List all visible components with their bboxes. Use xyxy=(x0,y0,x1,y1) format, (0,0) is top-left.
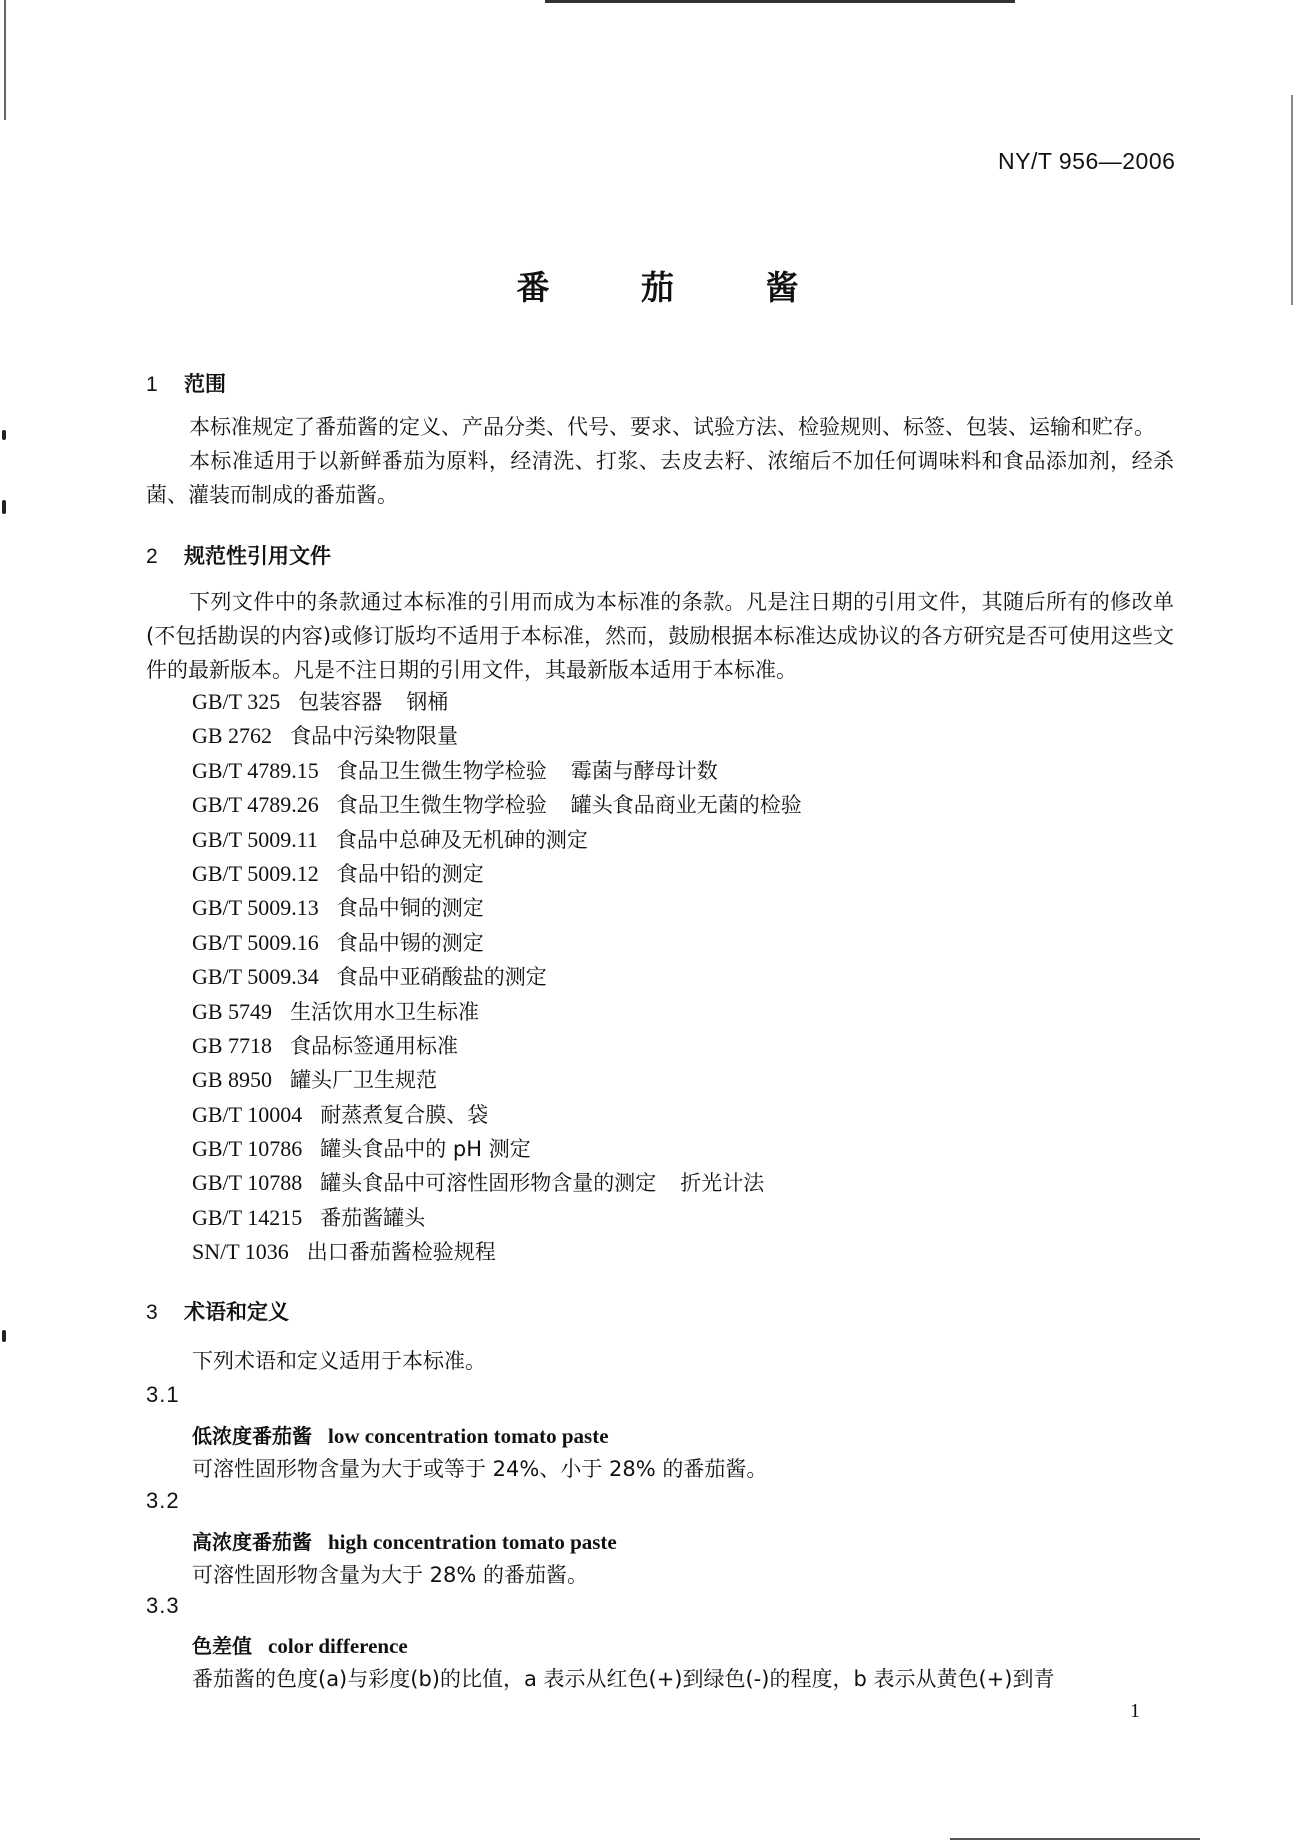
term-en: low concentration tomato paste xyxy=(328,1424,609,1448)
reference-title: 包装容器 xyxy=(298,690,383,714)
scope-paragraph-1: 本标准规定了番茄酱的定义、产品分类、代号、要求、试验方法、检验规则、标签、包装、运输和贮存。 xyxy=(189,415,1155,439)
reference-code: GB/T 5009.13 xyxy=(192,895,319,921)
section-3-heading xyxy=(146,1296,289,1326)
list-item xyxy=(192,1133,802,1167)
list-item xyxy=(192,686,802,720)
reference-code: GB/T 14215 xyxy=(192,1204,303,1230)
list-item xyxy=(192,1064,802,1098)
reference-title: 食品中总砷及无机砷的测定 xyxy=(335,827,588,852)
page-title: 番 茄 酱 xyxy=(516,268,839,307)
reference-code: GB/T 5009.16 xyxy=(192,929,319,955)
terms-intro: 下列术语和定义适用于本标准。 xyxy=(192,1349,486,1373)
reference-code: SN/T 1036 xyxy=(192,1239,289,1265)
section-1-heading xyxy=(146,368,226,398)
reference-title: 食品中铜的测定 xyxy=(336,896,484,921)
reference-code: GB/T 10788 xyxy=(192,1170,303,1196)
reference-code: GB/T 5009.11 xyxy=(192,826,318,852)
list-item xyxy=(192,720,802,754)
reference-code: GB 7718 xyxy=(192,1032,273,1058)
list-item xyxy=(192,858,802,892)
scan-speck xyxy=(2,1330,6,1342)
reference-code: GB/T 10786 xyxy=(192,1136,303,1162)
standard-code: NY/T 956—2006 xyxy=(998,148,1176,174)
list-item xyxy=(192,824,802,858)
list-item xyxy=(192,996,802,1030)
reference-code: GB 8950 xyxy=(192,1067,273,1093)
term-en: color difference xyxy=(268,1634,408,1658)
clause-number: 3.1 xyxy=(146,1382,180,1407)
list-item xyxy=(192,1099,802,1133)
reference-title: 食品卫生微生物学检验 xyxy=(336,793,547,818)
reference-title: 食品中铅的测定 xyxy=(336,861,484,886)
term-zh: 色差值 xyxy=(192,1634,252,1658)
list-item xyxy=(192,961,802,995)
reference-code: GB/T 10004 xyxy=(192,1101,303,1127)
reference-subtitle: 罐头食品商业无菌的检验 xyxy=(570,793,802,818)
scan-speck xyxy=(2,500,6,514)
section-number: 2 xyxy=(146,545,158,568)
reference-title: 罐头食品中可溶性固形物含量的测定 xyxy=(320,1171,657,1196)
reference-title: 食品卫生微生物学检验 xyxy=(336,758,547,783)
section-number: 3 xyxy=(146,1301,158,1324)
reference-title: 罐头食品中的 pH 测定 xyxy=(320,1137,531,1162)
reference-subtitle: 霉菌与酵母计数 xyxy=(570,758,718,783)
list-item xyxy=(192,1167,802,1201)
section-title: 术语和定义 xyxy=(184,1300,289,1324)
reference-title: 番茄酱罐头 xyxy=(320,1205,426,1230)
reference-code: GB 2762 xyxy=(192,723,273,749)
term-definition: 番茄酱的色度(a)与彩度(b)的比值，a 表示从红色(+)到绿色(-)的程度，b 表示从黄色(+)到青 xyxy=(192,1667,1055,1691)
list-item xyxy=(192,927,802,961)
term-definition: 可溶性固形物含量为大于或等于 24%、小于 28% 的番茄酱。 xyxy=(192,1457,768,1481)
section-title: 范围 xyxy=(184,372,226,396)
scan-speck xyxy=(2,430,6,440)
list-item xyxy=(192,1030,802,1064)
term-en: high concentration tomato paste xyxy=(328,1530,617,1554)
scan-left-edge xyxy=(4,0,6,120)
reference-code: GB 5749 xyxy=(192,998,273,1024)
scan-top-strip xyxy=(545,0,1015,3)
term-zh: 高浓度番茄酱 xyxy=(192,1530,312,1554)
reference-title: 生活饮用水卫生标准 xyxy=(290,999,480,1024)
section-title: 规范性引用文件 xyxy=(184,544,331,568)
reference-title: 食品中亚硝酸盐的测定 xyxy=(336,965,547,990)
section-2-heading xyxy=(146,540,331,570)
reference-title: 罐头厂卫生规范 xyxy=(290,1068,438,1093)
list-item xyxy=(192,1202,802,1236)
reference-code: GB/T 4789.26 xyxy=(192,792,319,818)
reference-code: GB/T 4789.15 xyxy=(192,757,319,783)
references-intro: 下列文件中的条款通过本标准的引用而成为本标准的条款。凡是注日期的引用文件，其随后所有的修改单(不包括勘误的内容)或修订版均不适用于本标准，然而，鼓励根据本标准达成协议的各方研究是否可使用这些文件的最新版本。凡是不注日期的引用文件，其最新版本适用于本标准。 xyxy=(146,590,1174,682)
term-heading xyxy=(192,1630,408,1659)
reference-title: 出口番茄酱检验规程 xyxy=(306,1240,496,1265)
reference-code: GB/T 325 xyxy=(192,689,281,714)
list-item xyxy=(192,789,802,823)
clause-number: 3.2 xyxy=(146,1488,180,1513)
section-number: 1 xyxy=(146,373,158,396)
reference-subtitle: 钢桶 xyxy=(406,690,449,714)
scope-paragraph-2: 本标准适用于以新鲜番茄为原料，经清洗、打浆、去皮去籽、浓缩后不加任何调味料和食品添加剂，经杀菌、灌装而制成的番茄酱。 xyxy=(146,449,1174,507)
reference-title: 食品中污染物限量 xyxy=(290,724,459,749)
reference-title: 食品中锡的测定 xyxy=(336,930,484,955)
term-definition: 可溶性固形物含量为大于 28% 的番茄酱。 xyxy=(192,1563,589,1587)
term-zh: 低浓度番茄酱 xyxy=(192,1424,312,1448)
reference-code: GB/T 5009.12 xyxy=(192,860,319,886)
term-heading xyxy=(192,1420,609,1449)
reference-list xyxy=(192,686,802,1271)
reference-title: 食品标签通用标准 xyxy=(290,1033,459,1058)
scan-bottom-strip xyxy=(950,1838,1200,1840)
list-item xyxy=(192,892,802,926)
list-item xyxy=(192,755,802,789)
reference-code: GB/T 5009.34 xyxy=(192,964,319,990)
page-number: 1 xyxy=(1130,1700,1140,1722)
term-heading xyxy=(192,1526,617,1555)
list-item xyxy=(192,1236,802,1270)
reference-title: 耐蒸煮复合膜、袋 xyxy=(320,1102,489,1127)
clause-number: 3.3 xyxy=(146,1593,180,1618)
reference-subtitle: 折光计法 xyxy=(680,1171,765,1196)
